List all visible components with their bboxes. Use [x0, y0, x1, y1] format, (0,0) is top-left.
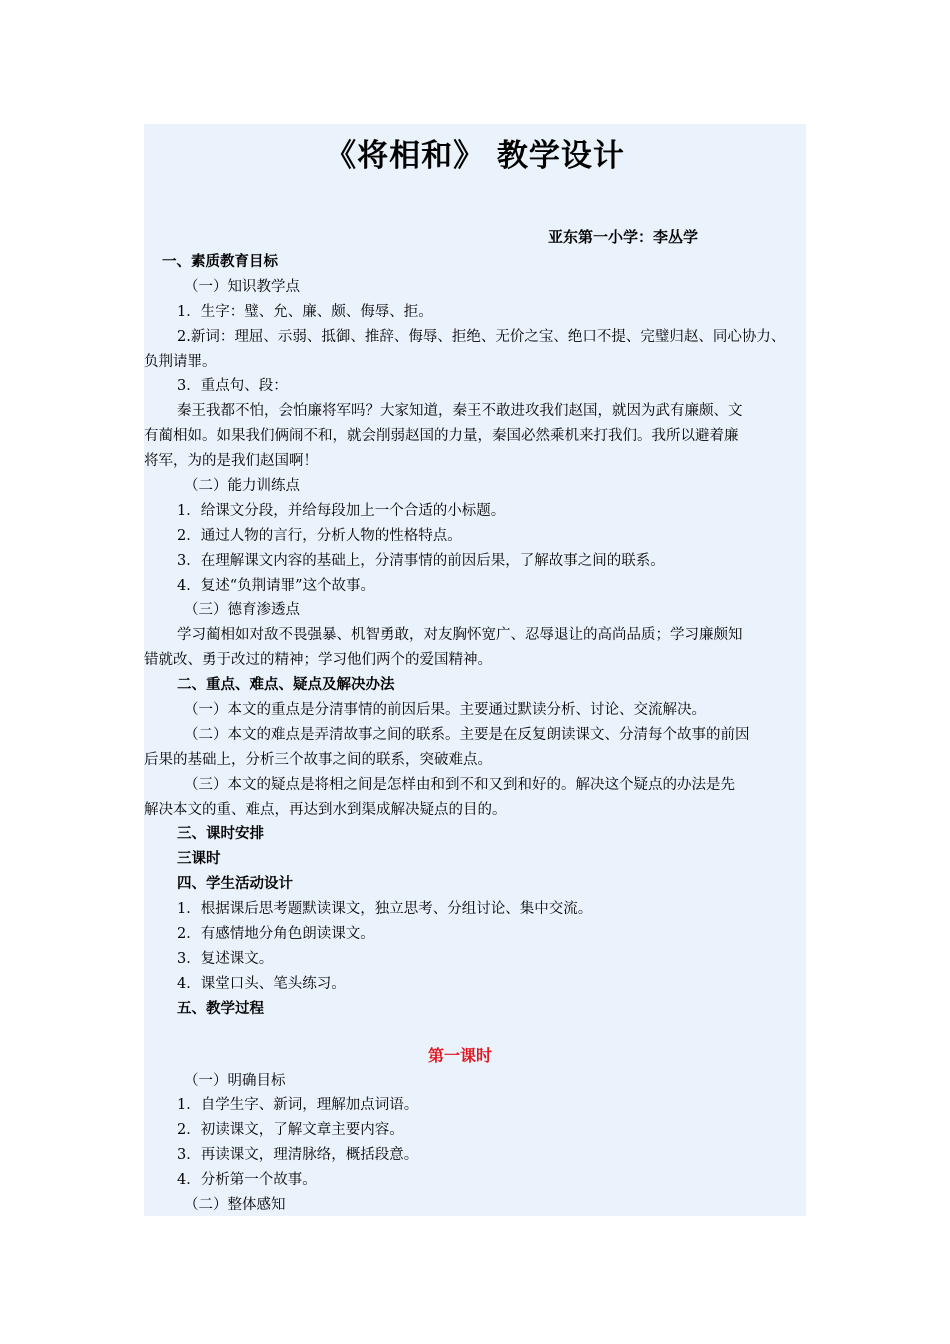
paragraph: 学习蔺相如对敌不畏强暴、机智勇敢，对友胸怀宽广、忍辱退让的高尚品质；学习廉颇知	[177, 627, 743, 644]
class-hours-value: 三课时	[177, 851, 221, 868]
quote-paragraph-continuation: 有蔺相如。如果我们俩闹不和，就会削弱赵国的力量，秦国必然乘机来打我们。我所以避着廉	[144, 428, 739, 445]
section-heading: 一、素质教育目标	[162, 254, 278, 270]
list-item: 1．根据课后思考题默读课文，独立思考、分组讨论、集中交流。	[177, 901, 593, 918]
document-author: 亚东第一小学：李丛学	[548, 228, 699, 246]
quote-paragraph: 秦王我都不怕，会怕廉将军吗？大家知道，秦王不敢进攻我们赵国，就因为武有廉颇、文	[177, 403, 743, 420]
list-item: 2．有感情地分角色朗读课文。	[177, 926, 375, 943]
spacer	[144, 1022, 806, 1044]
subsection-heading: （一）知识教学点	[184, 278, 300, 295]
document-page	[144, 124, 806, 1216]
list-item: 1．生字：璧、允、廉、颇、侮辱、拒。	[177, 303, 433, 320]
list-item: 3．复述课文。	[177, 950, 274, 967]
document-body	[144, 250, 806, 1218]
section-heading: 五、教学过程	[177, 1000, 264, 1017]
paragraph: （二）本文的难点是弄清故事之间的联系。主要是在反复朗读课文、分清每个故事的前因	[184, 726, 750, 743]
subsection-heading: （一）明确目标	[184, 1072, 286, 1089]
list-item: 4．课堂口头、笔头练习。	[177, 975, 346, 992]
section-heading: 二、重点、难点、疑点及解决办法	[177, 677, 395, 694]
paragraph-continuation: 后果的基础上，分析三个故事之间的联系，突破难点。	[144, 751, 492, 768]
list-item: 3．在理解课文内容的基础上，分清事情的前因后果，了解故事之间的联系。	[177, 552, 665, 569]
list-item: 1．给课文分段，并给每段加上一个合适的小标题。	[177, 502, 506, 519]
list-item: 4．复述“负荆请罪”这个故事。	[177, 577, 376, 594]
paragraph: （三）本文的疑点是将相之间是怎样由和到不和又到和好的。解决这个疑点的办法是先	[184, 776, 735, 793]
paragraph-continuation: 解决本文的重、难点，再达到水到渠成解决疑点的目的。	[144, 801, 507, 818]
list-item: 3．再读课文，理清脉络，概括段意。	[177, 1147, 419, 1164]
list-item: 2．通过人物的言行，分析人物的性格特点。	[177, 527, 462, 544]
document-title: 《将相和》 教学设计	[325, 138, 625, 174]
section-heading: 四、学生活动设计	[177, 876, 293, 893]
quote-paragraph-continuation: 将军，为的是我们赵国啊！	[144, 453, 318, 470]
subsection-heading: （三）德育渗透点	[184, 602, 300, 619]
lesson-heading: 第一课时	[427, 1045, 492, 1065]
subsection-heading: （二）能力训练点	[184, 478, 300, 495]
paragraph-continuation: 错就改、勇于改过的精神；学习他们两个的爱国精神。	[144, 652, 492, 669]
list-item: 4．分析第一个故事。	[177, 1172, 317, 1189]
list-item: 3．重点句、段：	[177, 378, 288, 395]
list-item: 2.新词：理屈、示弱、抵御、推辞、侮辱、拒绝、无价之宝、绝口不提、完璧归赵、同心协力、	[177, 328, 786, 345]
subsection-heading: （二）整体感知	[184, 1196, 286, 1213]
section-heading: 三、课时安排	[177, 826, 264, 843]
list-item-continuation: 负荆请罪。	[144, 353, 217, 370]
list-item: 1．自学生字、新词，理解加点词语。	[177, 1097, 419, 1114]
paragraph: （一）本文的重点是分清事情的前因后果。主要通过默读分析、讨论、交流解决。	[184, 702, 706, 719]
list-item: 2．初读课文，了解文章主要内容。	[177, 1122, 404, 1139]
